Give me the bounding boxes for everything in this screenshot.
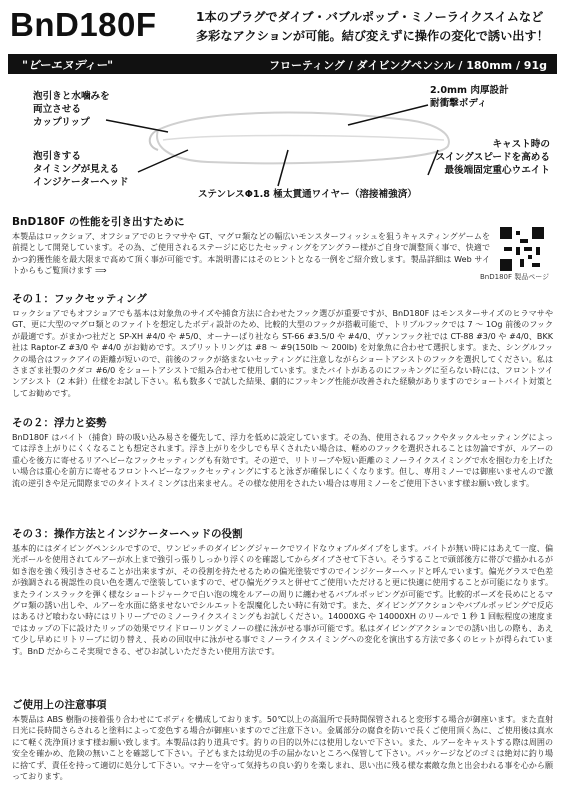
catch-line-2: 多彩なアクションが可能。結び変えずに操作の変化で誘い出す！ bbox=[196, 29, 549, 43]
indicator-line-2: タイミングが見える bbox=[33, 164, 119, 175]
header bbox=[0, 0, 565, 54]
section-hook bbox=[12, 291, 553, 399]
section-cautions bbox=[12, 697, 553, 782]
intro-section bbox=[12, 214, 490, 277]
section-buoyancy bbox=[12, 415, 553, 489]
section-title: その３：操作方法とインジケーターヘッドの役割 bbox=[12, 528, 243, 540]
section-operation bbox=[12, 526, 553, 657]
lure-diagram bbox=[8, 80, 557, 210]
cup-lip-line-3: カップリップ bbox=[33, 117, 90, 128]
section-text: 基本的にはダイビングペンシルですので、ワンピッチのダイビングジャークでワイドなウォブルダイブをします。バイトが無い時にはあえて一度、偏光ポールを使用されてルアーが水上まで強引っ張りしっかり浮くのを確認してからダイブさせて下さい。そうすることで頭部後方に帯びで描かれるが如き泡を強く残引きさせることが出来ますが、その役割を持たせるための偏光塗装ですのでインジケーターヘッドと呼んでいます。偏光グラスで色差が強調される視認性の良い色を選んで塗装していますので、ぜひ偏光グラスと併せてご使用いただけると更に快適に使用することが可能になります。またラインスラックを弾く様なショートジャークで白い泡の塊をルアーの周りに纏わせるバブルポッピングが可能です。比較的ボーズを長めにとるマグロ類の誘い出しや、ルアーを水面に絡ませないでシルエットを誤魔化したい時に有効です。また、ダイビングアクションやバブルポッピングで反応はあるけど喰わない時にはリトリーブでのミノーライクスイミングもお試しください。14000XG や 14000XH のリールで 1 秒 1 回転程度の速度まではカップの下に設けたリップの効果でワイドローリングミノーの様に泳がせる事が可能です。私はダイビングアクションでの誘い出しの際も、あえて少し早めにリトリーブに切り替え、長めの回収中に泳がせる事でミノーライクスイミングへの変化を演出する方法で多くのヒットが得られています。BnD だからこそ実現できる、ぜひお試しいただきたい使用方法です。 bbox=[12, 544, 553, 656]
intro-title: BnD180F の性能を引き出すために bbox=[12, 216, 185, 228]
callout-body bbox=[430, 84, 509, 110]
section-title: ご使用上の注意事項 bbox=[12, 699, 107, 711]
nickname: "ビーエヌディー" bbox=[22, 58, 114, 72]
indicator-line-3: インジケーターヘッド bbox=[33, 177, 129, 188]
callout-weight bbox=[428, 138, 550, 177]
cup-lip-line-2: 両立させる bbox=[33, 104, 81, 115]
weight-line-3: 最後端固定重心ウエイト bbox=[444, 165, 550, 176]
catch-line-1: 1本のプラグでダイブ・バブルポップ・ミノーライクスイムなど bbox=[196, 10, 544, 24]
callout-wire: ステンレスΦ1.8 極太貫通ワイヤー（溶接補強済） bbox=[198, 189, 417, 200]
spec-bar bbox=[8, 54, 557, 74]
cup-lip-line-1: 泡引きと水噛みを bbox=[33, 91, 110, 102]
callout-indicator-head bbox=[33, 150, 129, 189]
indicator-line-1: 泡引きする bbox=[33, 151, 81, 162]
body-line-2: 耐衝撃ボディ bbox=[430, 98, 487, 109]
section-title: その１：フックセッティング bbox=[12, 293, 147, 305]
specs: フローティング / ダイビングペンシル / 180mm / 91g bbox=[268, 59, 547, 72]
section-title: その２：浮力と姿勢 bbox=[12, 417, 107, 429]
catch-copy bbox=[196, 8, 558, 46]
weight-line-1: キャスト時の bbox=[492, 139, 550, 150]
section-text: 本製品は ABS 樹脂の接着張り合わせにてボディを構成しております。50℃以上の高温所で長時間保管されると変形する場合が御座います。また直射日光に長時間さらされると塗料によって変色する場合が御座いますのでご注意下さい。金属部分の腐食を防いで長くご使用頂く為に、ご使用後は真水にて軽く洗浄頂けます様お願い致します。本製品は釣り道具です。釣りの目的以外には使用しないで下さい。また、ルアーをキャストする際は周囲の安全を確かめ、危険の無いことを確認して下さい。子どもまたは幼児の手の届かないところへ保管して下さい。パッケージなどのゴミは絶対に釣り場に捨てず、責任を持って適切に処分して下さい。マナーを守って気持ちの良い釣りを楽しまれ、思い出に残る様な素敵な魚と出会われる事を心から願っております。 bbox=[12, 715, 553, 782]
qr-label: BnD180F 製品ページ bbox=[480, 273, 550, 281]
section-text: ロックショアでもオフショアでも基本は対象魚のサイズや捕食方法に合わせたフック選びが重要ですが、BnD180F はモンスターサイズのヒラマサや GT、更に大型のマグロ類とのファイトを想定したボディ設計のため、比較的大型のフックが搭載可能で、トリプルフックでは 7 〜 1Og 前後のフックが最適です。がまかつ社だと SP-XH #4/0 や #5/0、オーナーばり社なら ST-66 #3.5/0 や #4/0、ヴァンフック社では CT-88 #3/0 や #4/0、BKK 社は Raptor-Z #3/0 や #4/0 がお勧めです。スプリットリングは #8 〜 #9(150lb 〜 200lb) を対象魚に合わせて選択します。また、シングルフックの場合はフックアイの距離が短いので、前後のフックが絡まないセッティングに注意しながらショートアシストのフックを選択してください。私はさまざま社製のクダコ #6/0 をショートアシストで組み合わせて使用しています。またバイトがあるのにフッキングに至らない時には、フロントツインアシスト（2 本針）仕様をお試し下さい。私も数多くで試した結果、劇的にフッキング性能が改善された経験がありますのでショートバイト対策としてお勧めです。 bbox=[12, 309, 553, 398]
product-name: BnD180F bbox=[10, 6, 157, 43]
callout-cup-lip bbox=[33, 90, 110, 129]
weight-line-2: スイングスピードを高める bbox=[435, 152, 550, 163]
qr-code-icon[interactable] bbox=[500, 227, 544, 271]
section-text: BnD180F はバイト（捕食）時の吸い込み易さを優先して、浮力を低めに設定しています。その為、使用されるフックやタックルセッティングによっては浮き上がりにくくなることも想定されます。浮き上がりを少しでも早くされたい場合は、軽めのフックを選択されることは勿論ですが、ルアーの重心を後方に寄せるリアヘビーなフックセッティングも有効です。その逆で、リトリーブや短い距離のミノーライクスイミングで水を掴む力を上げたい場合は重心を前方に寄せるフロントヘビーなフックセッティングにすると泳ぎが確保しにくくなります。但し、専用ミノーでは御座いませんので激流の逆引きや足元間際までのタイトスイミングは出来ません。その様な使用をされたい場合は専用ミノーをご使用下さいます様お願い致します。 bbox=[12, 433, 553, 488]
body-line-1: 2.0mm 肉厚設計 bbox=[430, 85, 509, 96]
intro-text: 本製品はロックショア、オフショアでのヒラマサや GT、マグロ類などの幅広いモンスターフィッシュを狙うキャスティングゲームを前提として開発しています。その為、ご使用されるステージに応じたセッティングをアングラー様がご自身で調整頂く事で、快適でかつ釣獲性能を最大限まで高めて頂く事が可能です。本説明書にはそのヒントとなる一例をご紹介致します。製品詳細は Web サイトからもご覧頂けます ⟹ bbox=[12, 232, 490, 276]
